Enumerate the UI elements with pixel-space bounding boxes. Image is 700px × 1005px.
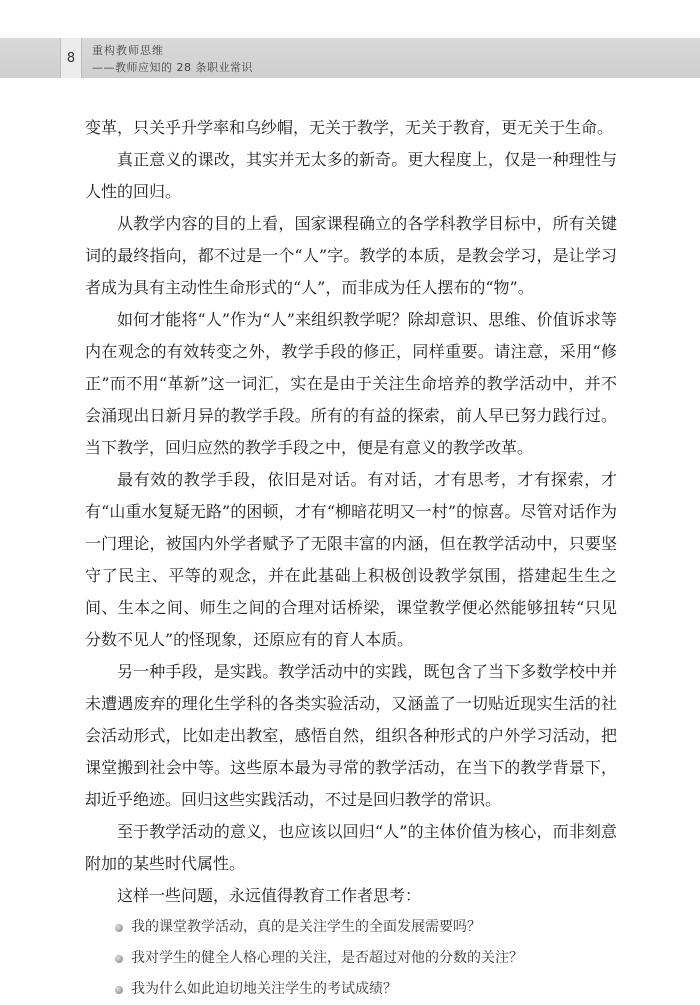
book-title: 重构教师思维 [92, 44, 164, 57]
paragraph: 这样一些问题，永远值得教育工作者思考： [117, 886, 422, 905]
question-item [85, 912, 617, 943]
bullet-dot-icon [115, 924, 123, 932]
paragraph: 从教学内容的目的上看，国家课程确立的各学科教学目标中，所有关键词的最终指向，都不过是一个“人”字。教学的本质，是教会学习，是让学习者成为具有主动性生命形式的“人”，而非成为任人摆布的“物”。 [85, 214, 617, 297]
question-text: 我对学生的健全人格心理的关注，是否超过对他的分数的关注？ [131, 950, 523, 966]
paragraph: 另一种手段，是实践。教学活动中的实践，既包含了当下多数学校中并未遭遇废弃的理化生学科的各类实验活动，又涵盖了一切贴近现实生活的社会活动形式，比如走出教室，感悟自然，组织各种形式的户外学习活动，把课堂搬到社会中等。这些原本最为寻常的教学活动，在当下的教学背景下，却近乎绝迹。回归这些实践活动，不过是回归教学的常识。 [85, 662, 617, 809]
question-list [85, 912, 617, 1005]
page-header [0, 38, 700, 78]
question-text: 我为什么如此迫切地关注学生的考试成绩？ [131, 981, 397, 997]
book-subtitle: ——教师应知的 28 条职业常识 [92, 61, 253, 74]
paragraph: 最有效的教学手段，依旧是对话。有对话，才有思考，才有探索，才有“山重水复疑无路”的困顿，才有“柳暗花明又一村”的惊喜。尽管对话作为一门理论，被国内外学者赋予了无限丰富的内涵，但在教学活动中，只要坚守了民主、平等的观念，并在此基础上积极创设教学氛围，搭建起生生之间、生本之间、师生之间的合理对话桥梁，课堂教学便必然能够扭转“只见分数不见人”的怪现象，还原应有的育人本质。 [85, 470, 617, 649]
bullet-dot-icon [115, 986, 123, 994]
paragraph: 至于教学活动的意义，也应该以回归“人”的主体价值为核心，而非刻意附加的某些时代属性。 [85, 822, 617, 873]
question-item [85, 943, 617, 974]
question-item [85, 974, 617, 1005]
page-body [85, 112, 617, 1005]
paragraph: 如何才能将“人”作为“人”来组织教学呢？除却意识、思维、价值诉求等内在观念的有效转变之外，教学手段的修正，同样重要。请注意，采用“修正”而不用“革新”这一词汇，实在是由于关注生命培养的教学活动中，并不会涌现出日新月异的教学手段。所有的有益的探索，前人早已努力践行过。当下教学，回归应然的教学手段之中，便是有意义的教学改革。 [85, 310, 617, 457]
question-text: 我的课堂教学活动，真的是关注学生的全面发展需要吗？ [131, 919, 481, 935]
page-number-box [60, 38, 82, 78]
bullet-dot-icon [115, 955, 123, 963]
page-number: 8 [66, 50, 76, 66]
paragraph: 真正意义的课改，其实并无太多的新奇。更大程度上，仅是一种理性与人性的回归。 [85, 150, 617, 201]
paragraph: 变革，只关乎升学率和乌纱帽，无关于教学，无关于教育，更无关于生命。 [85, 118, 614, 137]
